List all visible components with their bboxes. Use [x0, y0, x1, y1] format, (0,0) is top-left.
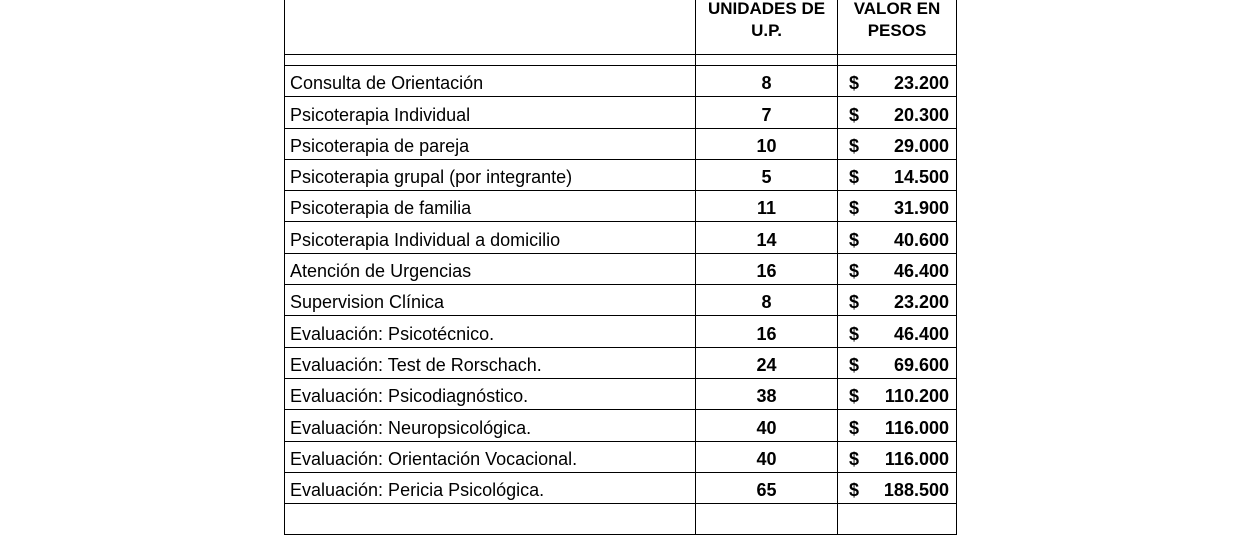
- price-cell: [838, 347, 957, 378]
- units-cell: 11: [696, 191, 838, 222]
- price-cell: [838, 472, 957, 503]
- currency-symbol: $: [849, 354, 860, 375]
- currency-symbol: $: [849, 386, 860, 407]
- table-row: [285, 441, 957, 472]
- price-amount: 14.500: [893, 167, 949, 188]
- service-name-cell: Evaluación: Test de Rorschach.: [285, 347, 696, 378]
- price-cell: [838, 410, 957, 441]
- spacer-cell: [696, 55, 838, 66]
- price-amount: 20.300: [893, 104, 949, 125]
- table-header-row: [285, 0, 957, 55]
- price-cell: [838, 128, 957, 159]
- header-units-line2: U.P.: [751, 21, 782, 40]
- table-row-partial: [285, 504, 957, 535]
- units-cell: 14: [696, 222, 838, 253]
- service-name-cell: Psicoterapia Individual a domicilio: [285, 222, 696, 253]
- currency-symbol: $: [849, 417, 860, 438]
- service-name-cell: Consulta de Orientación: [285, 66, 696, 97]
- empty-cell: [838, 504, 957, 535]
- header-service: [285, 0, 696, 55]
- table-row: [285, 97, 957, 128]
- table-row: [285, 378, 957, 409]
- header-units: [696, 0, 838, 55]
- service-name-cell: Evaluación: Psicodiagnóstico.: [285, 378, 696, 409]
- empty-cell: [696, 504, 838, 535]
- price-cell: [838, 316, 957, 347]
- table-row: [285, 66, 957, 97]
- units-cell: 38: [696, 378, 838, 409]
- table-row: [285, 191, 957, 222]
- spacer-row: [285, 55, 957, 66]
- units-cell: 7: [696, 97, 838, 128]
- header-price-line1: VALOR EN: [853, 0, 941, 18]
- service-name-cell: Psicoterapia Individual: [285, 97, 696, 128]
- service-name-cell: Evaluación: Psicotécnico.: [285, 316, 696, 347]
- currency-symbol: $: [849, 292, 860, 313]
- currency-symbol: $: [849, 229, 860, 250]
- table-row: [285, 410, 957, 441]
- price-amount: 110.200: [884, 386, 949, 407]
- price-amount: 46.400: [893, 323, 949, 344]
- currency-symbol: $: [849, 323, 860, 344]
- currency-symbol: $: [849, 167, 860, 188]
- service-name-cell: Evaluación: Orientación Vocacional.: [285, 441, 696, 472]
- currency-symbol: $: [849, 448, 860, 469]
- price-cell: [838, 159, 957, 190]
- header-price-line2: PESOS: [867, 21, 927, 40]
- currency-symbol: $: [849, 480, 860, 501]
- units-cell: 40: [696, 410, 838, 441]
- header-price: [838, 0, 957, 55]
- price-amount: 69.600: [893, 354, 949, 375]
- units-cell: 5: [696, 159, 838, 190]
- price-cell: [838, 66, 957, 97]
- table-row: [285, 316, 957, 347]
- service-name-cell: Psicoterapia de pareja: [285, 128, 696, 159]
- units-cell: 8: [696, 285, 838, 316]
- table-row: [285, 347, 957, 378]
- service-name-cell: Psicoterapia grupal (por integrante): [285, 159, 696, 190]
- empty-cell: [285, 504, 696, 535]
- units-cell: 10: [696, 128, 838, 159]
- spacer-cell: [838, 55, 957, 66]
- service-name-cell: Psicoterapia de familia: [285, 191, 696, 222]
- currency-symbol: $: [849, 135, 860, 156]
- price-cell: [838, 97, 957, 128]
- price-cell: [838, 253, 957, 284]
- table-row: [285, 222, 957, 253]
- service-name-cell: Atención de Urgencias: [285, 253, 696, 284]
- units-cell: 65: [696, 472, 838, 503]
- units-cell: 8: [696, 66, 838, 97]
- service-name-cell: Evaluación: Pericia Psicológica.: [285, 472, 696, 503]
- units-cell: 16: [696, 316, 838, 347]
- price-amount: 40.600: [893, 229, 949, 250]
- price-amount: 23.200: [893, 292, 949, 313]
- table-row: [285, 472, 957, 503]
- price-cell: [838, 191, 957, 222]
- units-cell: 24: [696, 347, 838, 378]
- price-amount: 46.400: [893, 261, 949, 282]
- service-name-cell: Supervision Clínica: [285, 285, 696, 316]
- price-amount: 188.500: [883, 480, 949, 501]
- table-row: [285, 285, 957, 316]
- table-body: [285, 55, 957, 535]
- price-cell: [838, 441, 957, 472]
- units-cell: 40: [696, 441, 838, 472]
- table-row: [285, 253, 957, 284]
- units-cell: 16: [696, 253, 838, 284]
- table-row: [285, 128, 957, 159]
- currency-symbol: $: [849, 198, 860, 219]
- price-cell: [838, 285, 957, 316]
- currency-symbol: $: [849, 73, 860, 94]
- price-amount: 116.000: [884, 417, 949, 438]
- currency-symbol: $: [849, 261, 860, 282]
- currency-symbol: $: [849, 104, 860, 125]
- price-amount: 29.000: [893, 135, 949, 156]
- fee-table: [284, 0, 957, 535]
- price-cell: [838, 222, 957, 253]
- price-amount: 31.900: [893, 198, 949, 219]
- price-cell: [838, 378, 957, 409]
- price-amount: 116.000: [884, 448, 949, 469]
- price-amount: 23.200: [893, 73, 949, 94]
- service-name-cell: Evaluación: Neuropsicológica.: [285, 410, 696, 441]
- header-units-line1: UNIDADES DE: [707, 0, 826, 18]
- spacer-cell: [285, 55, 696, 66]
- table-row: [285, 159, 957, 190]
